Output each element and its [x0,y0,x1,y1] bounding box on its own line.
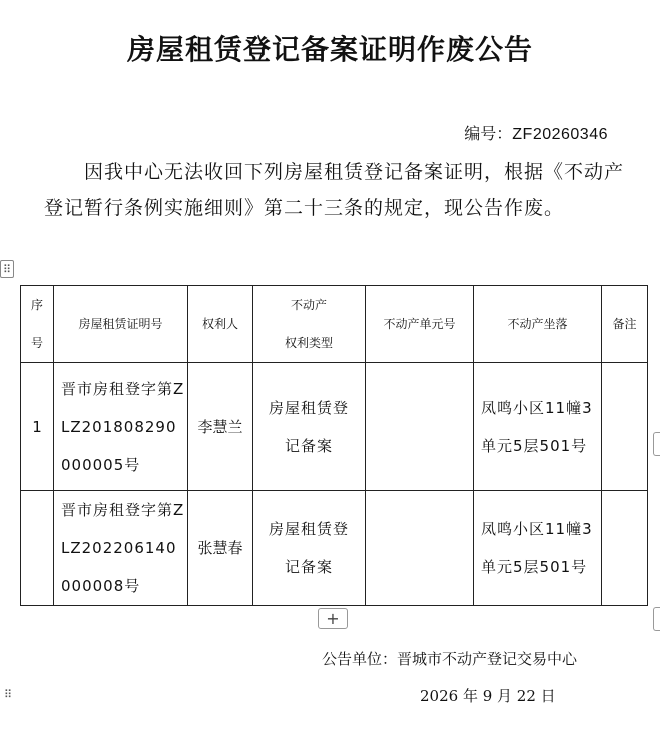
header-unit-no: 不动产单元号 [366,286,474,363]
table-row [21,363,648,491]
table-header-row [21,286,648,363]
table-drag-handle-icon[interactable]: ⠿ [0,260,14,278]
cell-remark [602,491,648,606]
cell-location: 凤鸣小区11幢3单元5层501号 [474,491,602,606]
cell-unit-no [366,491,474,606]
table-resize-handle-icon[interactable] [653,432,660,456]
add-row-plus-icon[interactable]: + [318,608,348,629]
issue-date: 2026 年 9 月 22 日 [420,687,556,705]
header-right-type-line1: 不动产 [290,298,327,312]
cell-remark [602,363,648,491]
header-holder: 权利人 [188,286,253,363]
cell-cert: 晋市房租登字第ZLZ202206140000008号 [54,491,188,606]
header-right-type [253,286,366,363]
cell-holder: 张慧春 [188,491,253,606]
document-number-value: ZF20260346 [512,126,608,143]
cell-location: 凤鸣小区11幢3单元5层501号 [474,363,602,491]
header-seq: 序号 [21,286,54,363]
cell-right-type: 房屋租赁登记备案 [253,363,366,491]
header-right-type-line2: 权利类型 [284,336,333,350]
cell-holder: 李慧兰 [188,363,253,491]
table-column-handle-icon[interactable] [653,607,660,631]
document-number [464,121,608,144]
cell-cert: 晋市房租登字第ZLZ201808290000005号 [54,363,188,491]
header-location: 不动产坐落 [474,286,602,363]
cell-unit-no [366,363,474,491]
announcement-paragraph: 因我中心无法收回下列房屋租赁登记备案证明，根据《不动产登记暂行条例实施细则》第二十三条的规定，现公告作废。 [44,161,625,219]
document-title: 房屋租赁登记备案证明作废公告 [126,33,533,66]
header-cert: 房屋租赁证明号 [54,286,188,363]
header-remark: 备注 [602,286,648,363]
cell-seq [21,491,54,606]
announcement-table [20,285,648,606]
table-row [21,491,648,606]
cell-right-type: 房屋租赁登记备案 [253,491,366,606]
paragraph-drag-handle-icon[interactable]: ⠿ [3,687,13,701]
issuer-line: 公告单位：晋城市不动产登记交易中心 [322,650,578,668]
document-number-label: 编号： [464,124,513,143]
cell-seq: 1 [21,363,54,491]
